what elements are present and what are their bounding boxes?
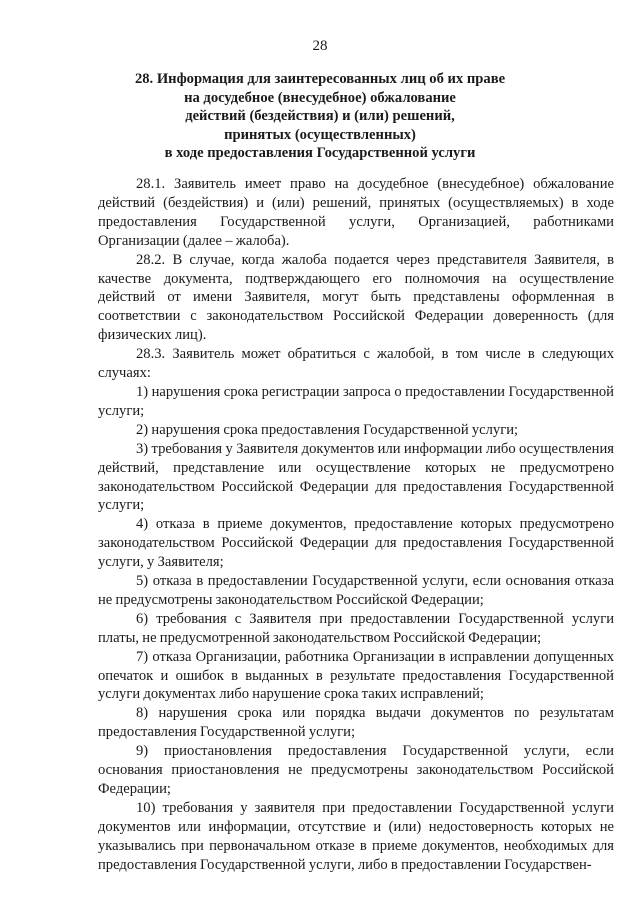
list-item-7: 7) отказа Организации, работника Организации в исправлении допущенных опечаток и ошибок в выданных в результате предоставления Государственной услуги документах либо нарушение срока таких исправлений; [98, 648, 614, 703]
list-item-10: 10) требования у заявителя при предоставлении Государственной услуги документов или информации, отсутствие и (или) недостоверность которых не указывались при первоначальном отказе в приеме документов, необходимых для предоставления Государственной услуги, либо в предоставлении Государствен- [98, 799, 614, 873]
list-item-9: 9) приостановления предоставления Государственной услуги, если основания приостановления не предусмотрены законодательством Российской Федерации; [98, 743, 614, 797]
list-item-3: 3) требования у Заявителя документов или информации либо осуществления действий, представление или осуществление которых не предусмотрено законодательством Российской Федерации для предоставления Государственной услуги; [98, 440, 614, 514]
document-body [98, 175, 614, 875]
heading-line: 28. Информация для заинтересованных лиц об их праве [134, 71, 506, 87]
heading-line: на досудебное (внесудебное) обжалование [184, 89, 456, 106]
heading-line: в ходе предоставления Государственной услуги [164, 145, 476, 162]
paragraph-28-2: 28.2. В случае, когда жалоба подается через представителя Заявителя, в качестве документа, подтверждающего его полномочия на осуществление действий от имени Заявителя, могут быть представлены оформленная в соответствии с законодательством Российской Федерации доверенность (для физических лиц). [98, 251, 614, 344]
paragraph-28-3: 28.3. Заявитель может обратиться с жалобой, в том числе в следующих случаях: [98, 346, 614, 382]
page-number: 28 [312, 38, 328, 54]
list-item-2: 2) нарушения срока предоставления Государственной услуги; [136, 421, 519, 438]
list-item-4: 4) отказа в приеме документов, предоставление которых предусмотрено законодательством Российской Федерации для предоставления Государственной услуги, у Заявителя; [98, 516, 614, 571]
list-item-1: 1) нарушения срока регистрации запроса о предоставлении Государственной услуги; [98, 383, 614, 419]
list-item-6: 6) требования с Заявителя при предоставлении Государственной услуги платы, не предусмотренной законодательством Российской Федерации; [98, 610, 614, 646]
paragraph-28-1: 28.1. Заявитель имеет право на досудебное (внесудебное) обжалование действий (бездействия) и (или) решений, принятых (осуществляемых) в ходе предоставления Государственной услуги, Организацией, работниками Организации (далее – жалоба). [98, 176, 614, 249]
heading-line: действий (бездействия) и (или) решений, [185, 108, 455, 125]
list-item-8: 8) нарушения срока или порядка выдачи документов по результатам предоставления Государственной услуги; [98, 705, 614, 741]
list-item-5: 5) отказа в предоставлении Государственной услуги, если основания отказа не предусмотрены законодательством Российской Федерации; [98, 573, 614, 608]
section-heading [90, 70, 550, 163]
heading-line: принятых (осуществленных) [224, 126, 416, 143]
